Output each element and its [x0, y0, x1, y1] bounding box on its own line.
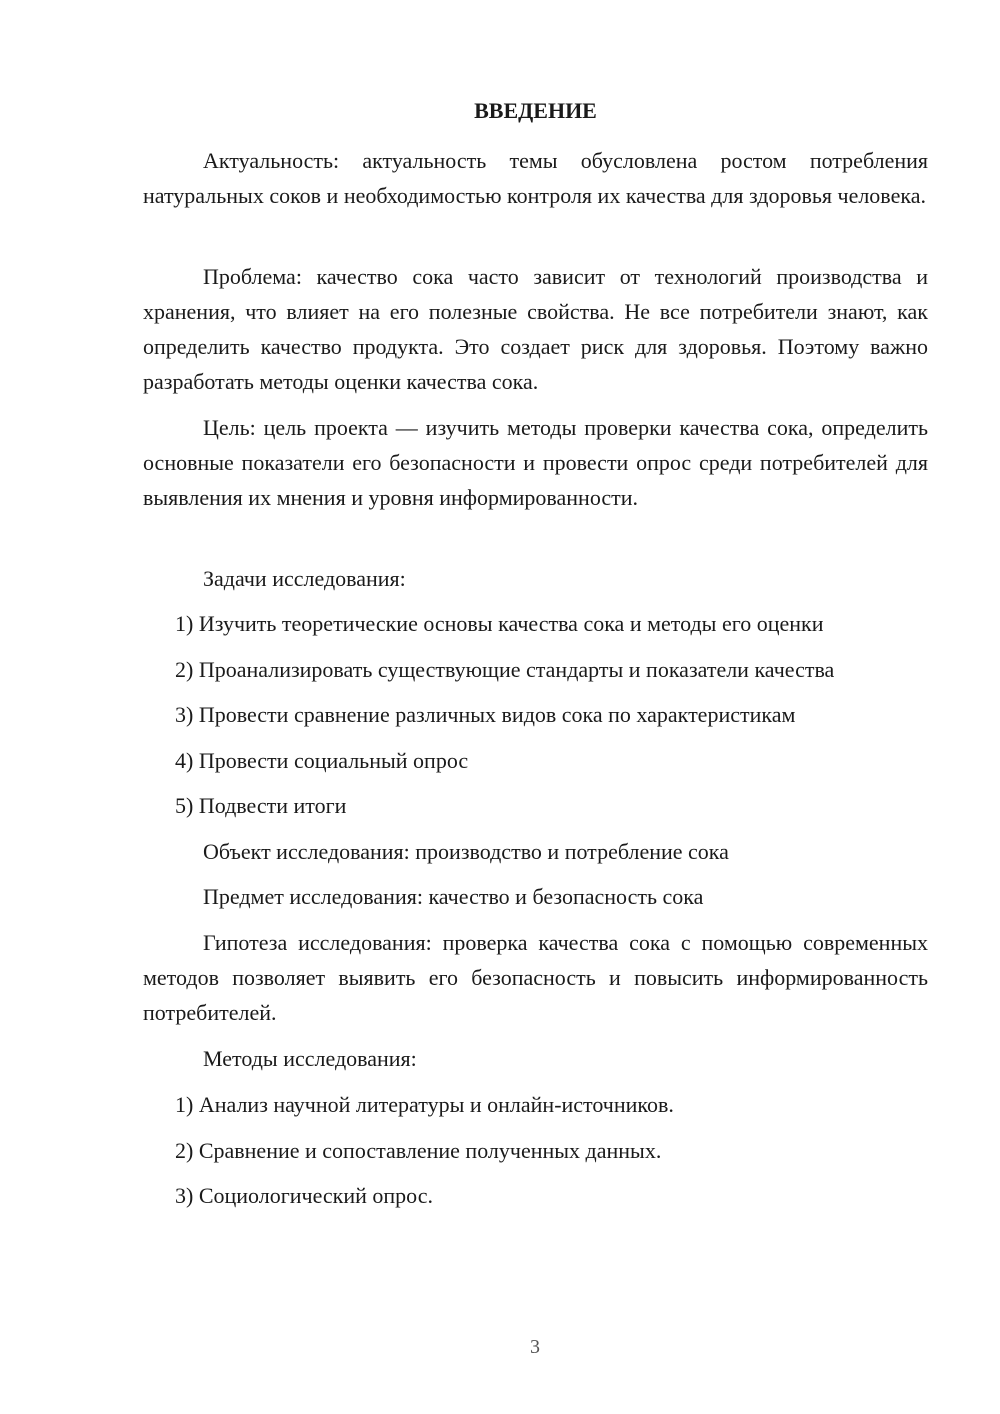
- subject-text: Предмет исследования: качество и безопасность сока: [203, 884, 704, 909]
- list-item: 2) Проанализировать существующие стандарты и показатели качества: [175, 656, 835, 682]
- methods-title: [143, 1041, 928, 1076]
- subject-line: [143, 879, 928, 914]
- object-text: Объект исследования: производство и потребление сока: [203, 839, 729, 864]
- relevance-paragraph: [143, 143, 928, 213]
- tasks-list: [143, 606, 928, 834]
- list-item: 4) Провести социальный опрос: [175, 747, 469, 773]
- methods-list: [143, 1087, 928, 1224]
- methods-title-text: Методы исследования:: [203, 1046, 417, 1071]
- problem-paragraph: [143, 259, 928, 399]
- page-number: 3: [530, 1336, 540, 1358]
- goal-text: Цель: цель проекта — изучить методы проверки качества сока, определить основные показатели его безопасности и провести опрос среди потребителей для выявления их мнения и уровня информированности.: [143, 415, 928, 510]
- hypothesis-paragraph: [143, 925, 928, 1030]
- goal-paragraph: [143, 410, 928, 515]
- object-line: [143, 834, 928, 869]
- problem-text: Проблема: качество сока часто зависит от технологий производства и хранения, что влияет на его полезные свойства. Не все потребители знают, как определить качество продукта. Это создает риск для здоровья. Поэтому важно разработать методы оценки качества сока.: [143, 264, 928, 394]
- hypothesis-text: Гипотеза исследования: проверка качества сока с помощью современных методов позволяет выявить его безопасность и повысить информированность потребителей.: [143, 930, 928, 1025]
- list-item: 1) Анализ научной литературы и онлайн-источников.: [175, 1092, 674, 1117]
- list-item: 3) Социологический опрос.: [175, 1183, 433, 1208]
- tasks-title-text: Задачи исследования:: [203, 566, 406, 591]
- tasks-title: [143, 561, 928, 596]
- relevance-text: Актуальность: актуальность темы обусловлена ростом потребления натуральных соков и необходимостью контроля их качества для здоровья человека.: [143, 148, 928, 208]
- list-item: 5) Подвести итоги: [175, 793, 347, 818]
- list-item: 2) Сравнение и сопоставление полученных данных.: [175, 1137, 662, 1163]
- list-item: 3) Провести сравнение различных видов сока по характеристикам: [175, 702, 796, 727]
- section-heading: ВВЕДЕНИЕ: [474, 98, 597, 123]
- list-item: 1) Изучить теоретические основы качества сока и методы его оценки: [175, 611, 824, 636]
